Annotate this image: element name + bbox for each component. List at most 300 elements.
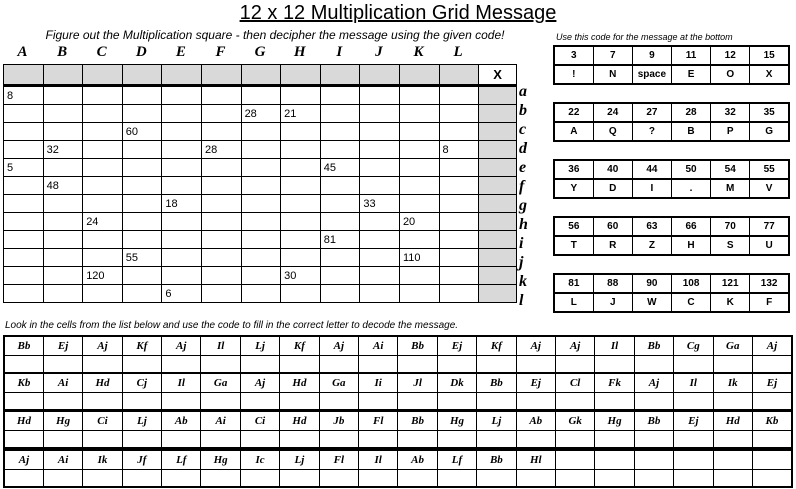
grid-cell[interactable] (281, 249, 321, 267)
message-cell-ref: Ab (162, 411, 201, 431)
message-cell-ref: Ci (240, 411, 279, 431)
message-answer-cell[interactable] (240, 393, 279, 411)
message-answer-cell[interactable] (319, 356, 358, 374)
code-letter: . (671, 179, 710, 198)
grid-cell[interactable] (439, 86, 479, 105)
grid-row-header-cell[interactable] (479, 195, 517, 213)
code-letter: V (750, 179, 789, 198)
code-number: 32 (711, 103, 750, 122)
message-cell-ref: Il (674, 373, 713, 393)
message-answer-cell[interactable] (201, 393, 240, 411)
grid-cell[interactable] (241, 231, 281, 249)
grid-cell[interactable] (43, 86, 83, 105)
message-answer-cell[interactable] (634, 356, 673, 374)
message-answer-cell[interactable] (398, 470, 437, 488)
grid-header-cell[interactable] (162, 65, 202, 86)
message-answer-cell[interactable] (437, 356, 476, 374)
message-answer-cell[interactable] (516, 356, 555, 374)
grid-cell[interactable] (43, 285, 83, 303)
message-answer-cell[interactable] (398, 356, 437, 374)
grid-cell[interactable]: 8 (439, 141, 479, 159)
message-answer-cell[interactable] (634, 431, 673, 449)
grid-cell[interactable] (201, 177, 241, 195)
grid-cell[interactable] (399, 86, 439, 105)
grid-cell[interactable] (439, 249, 479, 267)
grid-cell[interactable] (241, 249, 281, 267)
grid-cell[interactable]: 28 (201, 141, 241, 159)
grid-cell[interactable] (122, 105, 162, 123)
message-cell-ref: Kf (477, 336, 516, 356)
grid-cell[interactable] (4, 231, 44, 249)
message-cell-ref: Hd (713, 411, 752, 431)
grid-cell[interactable] (201, 285, 241, 303)
message-answer-cell[interactable] (752, 393, 792, 411)
row-letter: j (519, 254, 524, 271)
grid-cell[interactable] (360, 285, 400, 303)
grid-cell[interactable] (241, 195, 281, 213)
message-cell-ref: Gk (555, 411, 594, 431)
grid-cell[interactable] (439, 105, 479, 123)
grid-cell[interactable]: 45 (320, 159, 360, 177)
grid-cell[interactable] (122, 177, 162, 195)
message-cell-ref: Ik (83, 450, 122, 470)
grid-cell[interactable] (399, 159, 439, 177)
grid-cell[interactable]: 81 (320, 231, 360, 249)
grid-cell[interactable] (360, 267, 400, 285)
grid-cell[interactable] (4, 141, 44, 159)
grid-cell[interactable] (320, 177, 360, 195)
grid-cell[interactable] (83, 105, 123, 123)
message-answer-cell[interactable] (437, 470, 476, 488)
grid-cell[interactable] (83, 195, 123, 213)
grid-cell[interactable] (320, 267, 360, 285)
grid-cell[interactable]: 6 (162, 285, 202, 303)
grid-cell[interactable] (320, 141, 360, 159)
message-answer-cell[interactable] (280, 393, 319, 411)
grid-cell[interactable] (439, 195, 479, 213)
grid-cell[interactable] (201, 123, 241, 141)
grid-cell[interactable] (439, 285, 479, 303)
grid-cell[interactable] (360, 249, 400, 267)
grid-header-cell[interactable] (320, 65, 360, 86)
grid-cell[interactable]: 21 (281, 105, 321, 123)
grid-cell[interactable] (201, 267, 241, 285)
grid-cell[interactable]: 8 (4, 86, 44, 105)
message-answer-cell[interactable] (359, 470, 398, 488)
grid-cell[interactable] (122, 141, 162, 159)
message-answer-cell[interactable] (674, 393, 713, 411)
code-letter: J (593, 293, 632, 312)
grid-cell[interactable] (360, 159, 400, 177)
grid-cell[interactable] (122, 285, 162, 303)
message-answer-cell[interactable] (4, 393, 43, 411)
grid-cell[interactable] (241, 141, 281, 159)
grid-cell[interactable] (162, 123, 202, 141)
message-answer-cell[interactable] (83, 393, 122, 411)
grid-cell[interactable] (162, 213, 202, 231)
grid-cell[interactable] (320, 285, 360, 303)
grid-cell[interactable] (122, 231, 162, 249)
message-cell-ref (713, 450, 752, 470)
message-cell-ref: Aj (83, 336, 122, 356)
grid-cell[interactable] (201, 213, 241, 231)
message-answer-cell[interactable] (83, 356, 122, 374)
grid-cell[interactable] (241, 285, 281, 303)
message-answer-cell[interactable] (122, 393, 161, 411)
code-number: 54 (711, 160, 750, 179)
message-answer-cell[interactable] (83, 470, 122, 488)
grid-cell[interactable] (4, 123, 44, 141)
grid-cell[interactable]: 18 (162, 195, 202, 213)
message-answer-cell[interactable] (43, 470, 82, 488)
message-cell-ref: Hg (43, 411, 82, 431)
grid-cell[interactable] (4, 267, 44, 285)
grid-cell[interactable] (162, 159, 202, 177)
grid-cell[interactable]: 5 (4, 159, 44, 177)
message-answer-cell[interactable] (713, 356, 752, 374)
message-answer-cell[interactable] (319, 431, 358, 449)
grid-cell[interactable] (201, 86, 241, 105)
grid-cell[interactable] (399, 267, 439, 285)
message-cell-ref: Il (359, 450, 398, 470)
grid-cell[interactable] (360, 86, 400, 105)
grid-header-cell[interactable] (241, 65, 281, 86)
grid-cell[interactable] (281, 195, 321, 213)
grid-cell[interactable] (201, 159, 241, 177)
grid-cell[interactable]: 120 (83, 267, 123, 285)
grid-cell[interactable] (439, 159, 479, 177)
message-answer-cell[interactable] (634, 470, 673, 488)
grid-cell[interactable]: 60 (122, 123, 162, 141)
message-cell-ref: Kb (4, 373, 43, 393)
grid-cell[interactable] (399, 285, 439, 303)
message-answer-cell[interactable] (437, 431, 476, 449)
code-table (553, 216, 790, 256)
message-cell-ref: Cg (674, 336, 713, 356)
code-number: 60 (593, 217, 632, 236)
grid-cell[interactable] (439, 177, 479, 195)
grid-cell[interactable] (360, 141, 400, 159)
code-number: 36 (554, 160, 593, 179)
grid-cell[interactable] (399, 123, 439, 141)
grid-cell[interactable] (439, 123, 479, 141)
grid-cell[interactable] (4, 285, 44, 303)
grid-cell[interactable] (43, 195, 83, 213)
message-row-table (3, 410, 793, 449)
grid-cell[interactable] (83, 86, 123, 105)
message-answer-cell[interactable] (240, 470, 279, 488)
grid-cell[interactable]: 48 (43, 177, 83, 195)
grid-cell[interactable]: 32 (43, 141, 83, 159)
grid-cell[interactable] (43, 267, 83, 285)
message-answer-cell[interactable] (516, 470, 555, 488)
message-answer-cell[interactable] (280, 470, 319, 488)
grid-cell[interactable] (201, 231, 241, 249)
grid-header-cell[interactable] (83, 65, 123, 86)
message-cell-ref (674, 450, 713, 470)
code-number: 22 (554, 103, 593, 122)
code-letter: ! (554, 65, 593, 84)
grid-cell[interactable] (281, 213, 321, 231)
grid-row-header-cell[interactable] (479, 231, 517, 249)
grid-cell[interactable] (83, 249, 123, 267)
message-answer-cell[interactable] (4, 431, 43, 449)
grid-cell[interactable] (162, 231, 202, 249)
code-letter: C (671, 293, 710, 312)
grid-cell[interactable] (162, 86, 202, 105)
message-answer-cell[interactable] (516, 393, 555, 411)
grid-cell[interactable] (4, 105, 44, 123)
grid-row-header-cell[interactable] (479, 285, 517, 303)
grid-cell[interactable] (241, 123, 281, 141)
code-table (553, 45, 790, 85)
message-answer-cell[interactable] (713, 431, 752, 449)
grid-cell[interactable]: 55 (122, 249, 162, 267)
grid-cell[interactable] (320, 105, 360, 123)
row-letter: c (519, 121, 527, 138)
message-cell-ref: Ga (713, 336, 752, 356)
grid-header-cell[interactable] (4, 65, 44, 86)
message-answer-cell[interactable] (359, 356, 398, 374)
grid-header-cell[interactable] (43, 65, 83, 86)
message-answer-cell[interactable] (555, 356, 594, 374)
message-answer-cell[interactable] (595, 470, 634, 488)
message-answer-cell[interactable] (201, 470, 240, 488)
message-answer-cell[interactable] (280, 431, 319, 449)
code-letter: P (711, 122, 750, 141)
grid-row-header-cell[interactable] (479, 249, 517, 267)
grid-header-cell[interactable] (281, 65, 321, 86)
grid-cell[interactable]: 33 (360, 195, 400, 213)
grid-row (4, 231, 517, 249)
grid-cell[interactable] (162, 177, 202, 195)
grid-cell[interactable] (83, 159, 123, 177)
message-answer-cell[interactable] (162, 431, 201, 449)
grid-cell[interactable] (241, 177, 281, 195)
grid-cell[interactable]: 28 (241, 105, 281, 123)
code-letter: Q (593, 122, 632, 141)
grid-cell[interactable] (122, 86, 162, 105)
code-number: 108 (671, 274, 710, 293)
grid-cell[interactable]: 20 (399, 213, 439, 231)
message-answer-cell[interactable] (162, 393, 201, 411)
grid-cell[interactable] (43, 231, 83, 249)
message-cell-ref: Fk (595, 373, 634, 393)
message-answer-cell[interactable] (674, 470, 713, 488)
grid-cell[interactable] (83, 123, 123, 141)
grid-cell[interactable] (281, 231, 321, 249)
message-answer-cell[interactable] (319, 470, 358, 488)
message-cell-ref: Lj (122, 411, 161, 431)
grid-cell[interactable] (43, 213, 83, 231)
message-answer-cell[interactable] (595, 393, 634, 411)
grid-cell[interactable] (4, 177, 44, 195)
grid-cell[interactable] (162, 267, 202, 285)
message-answer-cell[interactable] (713, 393, 752, 411)
code-letter: M (711, 179, 750, 198)
grid-cell[interactable] (4, 249, 44, 267)
grid-cell[interactable] (320, 123, 360, 141)
message-answer-cell[interactable] (674, 356, 713, 374)
grid-cell[interactable] (4, 213, 44, 231)
message-answer-cell[interactable] (752, 470, 792, 488)
message-answer-cell[interactable] (398, 393, 437, 411)
message-answer-cell[interactable] (398, 431, 437, 449)
grid-cell[interactable] (320, 249, 360, 267)
grid-row-header-cell[interactable] (479, 105, 517, 123)
code-letter: I (632, 179, 671, 198)
message-cell-ref: Ab (516, 411, 555, 431)
row-letter: i (519, 235, 524, 252)
message-cell-ref: Lf (162, 450, 201, 470)
message-answer-cell[interactable] (752, 356, 792, 374)
message-cell-ref: Ai (43, 373, 82, 393)
code-letter: N (593, 65, 632, 84)
grid-cell[interactable] (360, 123, 400, 141)
message-answer-cell[interactable] (595, 356, 634, 374)
grid-cell[interactable] (241, 159, 281, 177)
grid-row-header-cell[interactable] (479, 86, 517, 105)
grid-header-cell[interactable] (360, 65, 400, 86)
grid-cell[interactable] (43, 123, 83, 141)
message-answer-cell[interactable] (162, 470, 201, 488)
grid-cell[interactable] (83, 177, 123, 195)
grid-cell[interactable]: 24 (83, 213, 123, 231)
grid-cell[interactable] (281, 159, 321, 177)
grid-cell[interactable]: 30 (281, 267, 321, 285)
grid-cell[interactable] (122, 267, 162, 285)
message-answer-cell[interactable] (713, 470, 752, 488)
grid-cell[interactable] (241, 86, 281, 105)
grid-row-header-cell[interactable] (479, 141, 517, 159)
grid-cell[interactable] (83, 141, 123, 159)
message-answer-cell[interactable] (595, 431, 634, 449)
grid-cell[interactable] (281, 141, 321, 159)
grid-cell[interactable] (399, 141, 439, 159)
grid-cell[interactable] (360, 177, 400, 195)
grid-cell[interactable] (399, 105, 439, 123)
grid-cell[interactable] (83, 231, 123, 249)
message-answer-cell[interactable] (83, 431, 122, 449)
grid-cell[interactable] (83, 285, 123, 303)
grid-cell[interactable] (162, 141, 202, 159)
message-answer-cell[interactable] (201, 431, 240, 449)
grid-cell[interactable] (241, 213, 281, 231)
grid-row-header-cell[interactable] (479, 267, 517, 285)
grid-cell[interactable] (201, 105, 241, 123)
message-answer-cell[interactable] (43, 356, 82, 374)
grid-cell[interactable] (439, 267, 479, 285)
message-answer-cell[interactable] (359, 393, 398, 411)
message-answer-cell[interactable] (43, 431, 82, 449)
message-answer-cell[interactable] (43, 393, 82, 411)
grid-cell[interactable] (439, 213, 479, 231)
grid-cell[interactable] (439, 231, 479, 249)
grid-cell[interactable] (320, 195, 360, 213)
grid-cell[interactable] (162, 105, 202, 123)
grid-header-cell[interactable] (439, 65, 479, 86)
message-answer-cell[interactable] (122, 431, 161, 449)
message-answer-cell[interactable] (359, 431, 398, 449)
message-answer-cell[interactable] (240, 431, 279, 449)
grid-row-header-cell[interactable] (479, 213, 517, 231)
grid-cell[interactable]: 110 (399, 249, 439, 267)
grid-cell[interactable] (201, 249, 241, 267)
message-answer-cell[interactable] (4, 356, 43, 374)
message-answer-cell[interactable] (240, 356, 279, 374)
message-answer-cell[interactable] (752, 431, 792, 449)
code-number: 40 (593, 160, 632, 179)
grid-cell[interactable] (43, 159, 83, 177)
grid-cell[interactable] (122, 195, 162, 213)
grid-cell[interactable] (399, 231, 439, 249)
grid-cell[interactable] (360, 231, 400, 249)
message-answer-cell[interactable] (477, 431, 516, 449)
message-answer-cell[interactable] (122, 356, 161, 374)
message-answer-cell[interactable] (477, 470, 516, 488)
grid-header-cell[interactable] (399, 65, 439, 86)
grid-cell[interactable] (281, 123, 321, 141)
grid-cell[interactable] (122, 213, 162, 231)
message-answer-cell[interactable] (555, 431, 594, 449)
grid-cell[interactable] (281, 86, 321, 105)
grid-cell[interactable] (43, 105, 83, 123)
message-answer-cell[interactable] (634, 393, 673, 411)
grid-cell[interactable] (320, 213, 360, 231)
message-answer-cell[interactable] (319, 393, 358, 411)
grid-row-header-cell[interactable] (479, 177, 517, 195)
message-answer-cell[interactable] (437, 393, 476, 411)
grid-cell[interactable] (43, 249, 83, 267)
grid-cell[interactable] (201, 195, 241, 213)
message-answer-cell[interactable] (201, 356, 240, 374)
multiplication-grid (3, 64, 517, 303)
message-answer-cell[interactable] (122, 470, 161, 488)
grid-row-header-cell[interactable] (479, 159, 517, 177)
grid-header-cell[interactable] (201, 65, 241, 86)
grid-cell[interactable] (360, 213, 400, 231)
message-answer-cell[interactable] (477, 356, 516, 374)
message-answer-cell[interactable] (555, 470, 594, 488)
message-answer-cell[interactable] (516, 431, 555, 449)
code-letter: H (671, 236, 710, 255)
message-cell-ref: Ik (713, 373, 752, 393)
message-cell-ref (555, 450, 594, 470)
row-letter: g (519, 197, 527, 214)
message-answer-cell[interactable] (477, 393, 516, 411)
grid-cell[interactable] (4, 195, 44, 213)
grid-row-header-cell[interactable] (479, 123, 517, 141)
grid-cell[interactable] (320, 86, 360, 105)
message-answer-cell[interactable] (674, 431, 713, 449)
grid-cell[interactable] (162, 249, 202, 267)
code-number: 56 (554, 217, 593, 236)
message-cell-ref: Ii (359, 373, 398, 393)
message-answer-cell[interactable] (555, 393, 594, 411)
grid-cell[interactable] (122, 159, 162, 177)
grid-cell[interactable] (281, 177, 321, 195)
grid-cell[interactable] (281, 285, 321, 303)
grid-header-cell[interactable] (122, 65, 162, 86)
grid-cell[interactable] (241, 267, 281, 285)
grid-cell[interactable] (399, 177, 439, 195)
message-answer-cell[interactable] (280, 356, 319, 374)
grid-cell[interactable] (360, 105, 400, 123)
grid-cell[interactable] (399, 195, 439, 213)
message-answer-cell[interactable] (4, 470, 43, 488)
message-cell-ref: Dk (437, 373, 476, 393)
message-answer-cell[interactable] (162, 356, 201, 374)
